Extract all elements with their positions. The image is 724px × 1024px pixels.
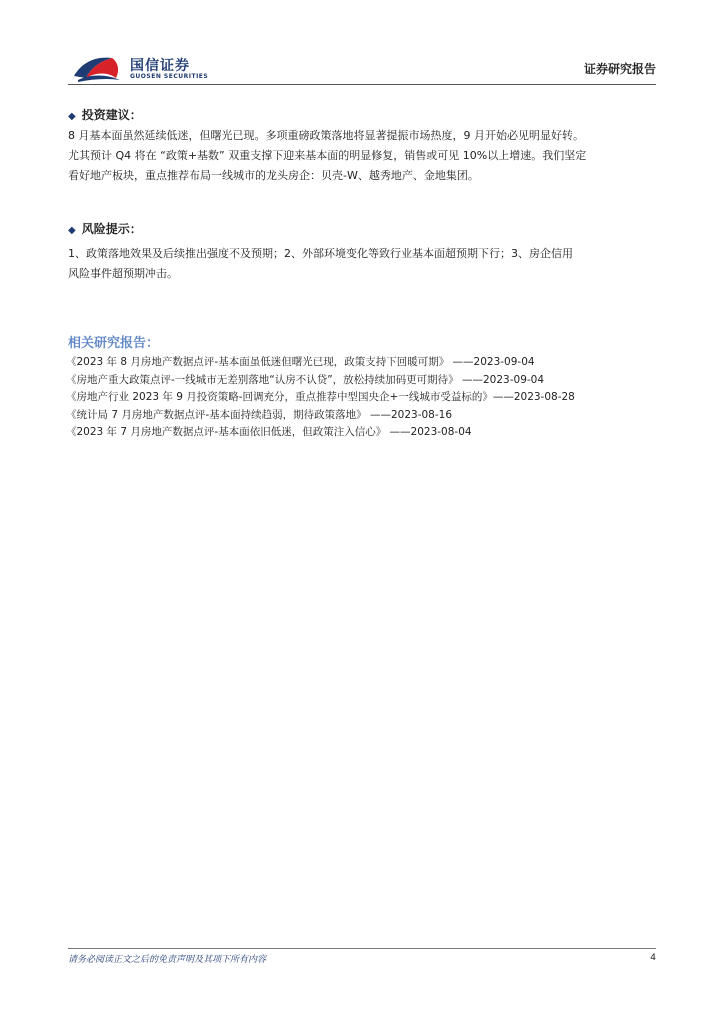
investment-advice-title: 投资建议：: [81, 108, 142, 122]
page-header: [68, 48, 656, 88]
risk-warning-body: [68, 244, 656, 284]
related-report-item[interactable]: 《2023 年 7 月房地产数据点评-基本面依旧低迷，但政策注入信心》 ——2023-08-04: [66, 426, 472, 438]
risk-warning-title: 风险提示：: [81, 222, 142, 236]
investment-advice-body: [68, 126, 656, 186]
investment-advice-heading: [68, 106, 142, 123]
related-report-item[interactable]: 《2023 年 8 月房地产数据点评-基本面虽低迷但曙光已现，政策支持下回暖可期》 ——2023-09-04: [66, 356, 535, 368]
related-report-item[interactable]: 《统计局 7 月房地产数据点评-基本面持续趋弱，期待政策落地》 ——2023-08-16: [66, 408, 453, 421]
guosen-logo-icon: [72, 52, 124, 86]
footer-divider: [68, 948, 656, 949]
text-line: 1、政策落地效果及后续推出强度不及预期；2、外部环境变化等致行业基本面超预期下行；3、房企信用: [68, 247, 573, 260]
text-line: 8 月基本面虽然延续低迷，但曙光已现。多项重磅政策落地将显著提振市场热度，9 月开始必见明显好转。: [68, 129, 584, 142]
related-reports-title: 相关研究报告：: [68, 336, 160, 351]
header-divider: [68, 84, 656, 85]
logo-chinese-name: 国信证券: [130, 58, 190, 74]
text-line: 尤其预计 Q4 将在 “政策+基数” 双重支撑下迎来基本面的明显修复，销售或可见 10%以上增速。我们坚定: [68, 149, 587, 162]
diamond-bullet-icon: ◆: [68, 225, 76, 236]
guosen-logo: [72, 52, 212, 86]
related-report-item[interactable]: 《房地产重大政策点评-一线城市无差别落地“认房不认贷”，放松持续加码更可期待》 ——2023-09-04: [66, 373, 545, 386]
text-line: 看好地产板块，重点推荐布局一线城市的龙头房企：贝壳-W、越秀地产、金地集团。: [68, 169, 479, 182]
footer-disclaimer: 请务必阅读正文之后的免责声明及其项下所有内容: [68, 955, 267, 965]
related-report-item[interactable]: 《房地产行业 2023 年 9 月投资策略-回调充分，重点推荐中型国央企+一线城市受益标的》——2023-08-28: [66, 391, 575, 403]
logo-english-name: GUOSEN SECURITIES: [130, 73, 209, 80]
page-number: 4: [650, 953, 656, 963]
report-type-label: 证券研究报告: [583, 62, 656, 76]
related-reports-list: [66, 354, 658, 442]
risk-warning-heading: [68, 220, 142, 237]
diamond-bullet-icon: ◆: [68, 111, 76, 122]
text-line: 风险事件超预期冲击。: [68, 267, 178, 280]
